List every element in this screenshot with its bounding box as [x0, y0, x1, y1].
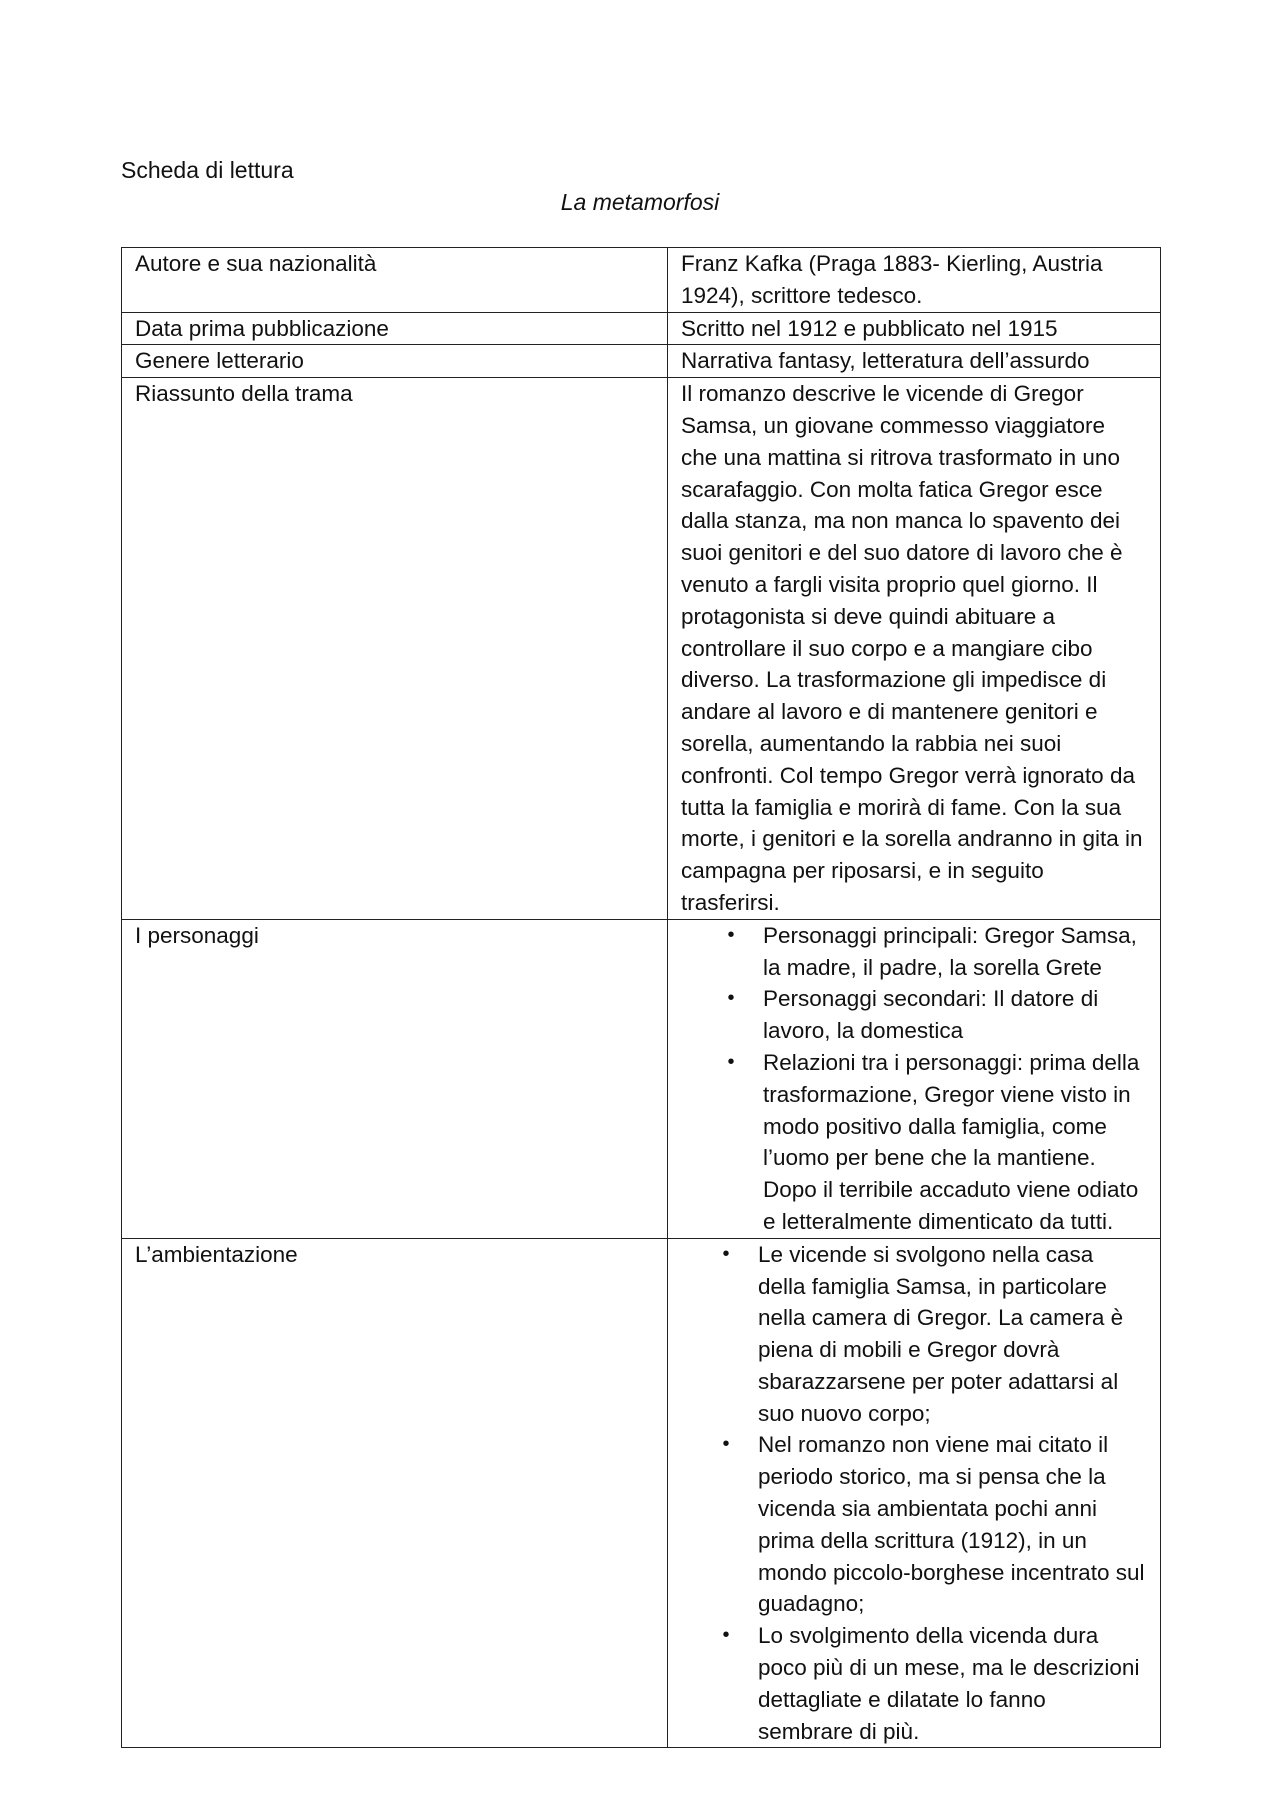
table-row-author [122, 248, 1161, 313]
list-item-text: Personaggi secondari: Il datore di lavoro, la domestica [763, 986, 1099, 1044]
list-item-text: Lo svolgimento della vicenda dura poco più di un mese, ma le descrizioni dettagliate e dilatate lo fanno sembrare di più. [758, 1623, 1140, 1744]
list-item-text: Relazioni tra i personaggi: prima della trasformazione, Gregor viene visto in modo positivo dalla famiglia, come l’uomo per bene che la mantiene. Dopo il terribile accaduto viene odiato e letteralmente dimenticato da tutti. [763, 1049, 1140, 1234]
list-item [681, 1239, 1146, 1430]
document-heading: Scheda di lettura [121, 157, 294, 183]
bullet-icon: • [722, 1242, 730, 1265]
bullet-icon: • [727, 987, 735, 1010]
row-label: L’ambientazione [122, 1238, 668, 1748]
list-item [681, 983, 1146, 1047]
setting-list [681, 1239, 1146, 1748]
row-value [668, 1238, 1161, 1748]
row-label: Data prima pubblicazione [122, 312, 668, 345]
list-item [681, 1047, 1146, 1238]
table-row-characters [122, 919, 1161, 1238]
list-item [681, 1620, 1146, 1747]
characters-list [681, 920, 1146, 1238]
table-row-publication-date [122, 312, 1161, 345]
list-item [681, 1429, 1146, 1620]
row-label: Riassunto della trama [122, 378, 668, 920]
row-label: Autore e sua nazionalità [122, 248, 668, 313]
row-label: I personaggi [122, 919, 668, 1238]
bullet-icon: • [727, 1050, 735, 1073]
bullet-icon: • [727, 923, 735, 946]
row-value: Scritto nel 1912 e pubblicato nel 1915 [668, 312, 1161, 345]
list-item-text: Personaggi principali: Gregor Samsa, la madre, il padre, la sorella Grete [763, 922, 1137, 980]
list-item-text: Nel romanzo non viene mai citato il periodo storico, ma si pensa che la vicenda sia ambientata pochi anni prima della scrittura (1912), in un mondo piccolo-borghese incentrato sul guadagno; [758, 1432, 1145, 1617]
table-row-setting [122, 1238, 1161, 1748]
list-item [681, 920, 1146, 984]
row-value [668, 919, 1161, 1238]
row-value: Il romanzo descrive le vicende di Gregor Samsa, un giovane commesso viaggiatore che una mattina si ritrova trasformato in uno scarafaggio. Con molta fatica Gregor esce dalla stanza, ma non manca lo spavento dei suoi genitori e del suo datore di lavoro che è venuto a fargli visita proprio quel giorno. Il protagonista si deve quindi abituare a controllare il suo corpo e a mangiare cibo diverso. La trasformazione gli impedisce di andare al lavoro e di mantenere genitori e sorella, aumentando la rabbia nei suoi confronti. Col tempo Gregor verrà ignorato da tutta la famiglia e morirà di fame. Con la sua morte, i genitori e la sorella andranno in gita in campagna per riposarsi, e in seguito trasferirsi. [668, 378, 1161, 920]
book-title: La metamorfosi [560, 189, 720, 215]
reading-sheet-table [121, 247, 1161, 1748]
row-value: Narrativa fantasy, letteratura dell’assurdo [668, 345, 1161, 378]
bullet-icon: • [722, 1433, 730, 1456]
bullet-icon: • [722, 1624, 730, 1647]
row-label: Genere letterario [122, 345, 668, 378]
row-value: Franz Kafka (Praga 1883- Kierling, Austria 1924), scrittore tedesco. [668, 248, 1161, 313]
table-row-plot-summary [122, 378, 1161, 920]
list-item-text: Le vicende si svolgono nella casa della famiglia Samsa, in particolare nella camera di Gregor. La camera è piena di mobili e Gregor dovrà sbarazzarsene per poter adattarsi al suo nuovo corpo; [758, 1241, 1124, 1426]
table-row-genre [122, 345, 1161, 378]
